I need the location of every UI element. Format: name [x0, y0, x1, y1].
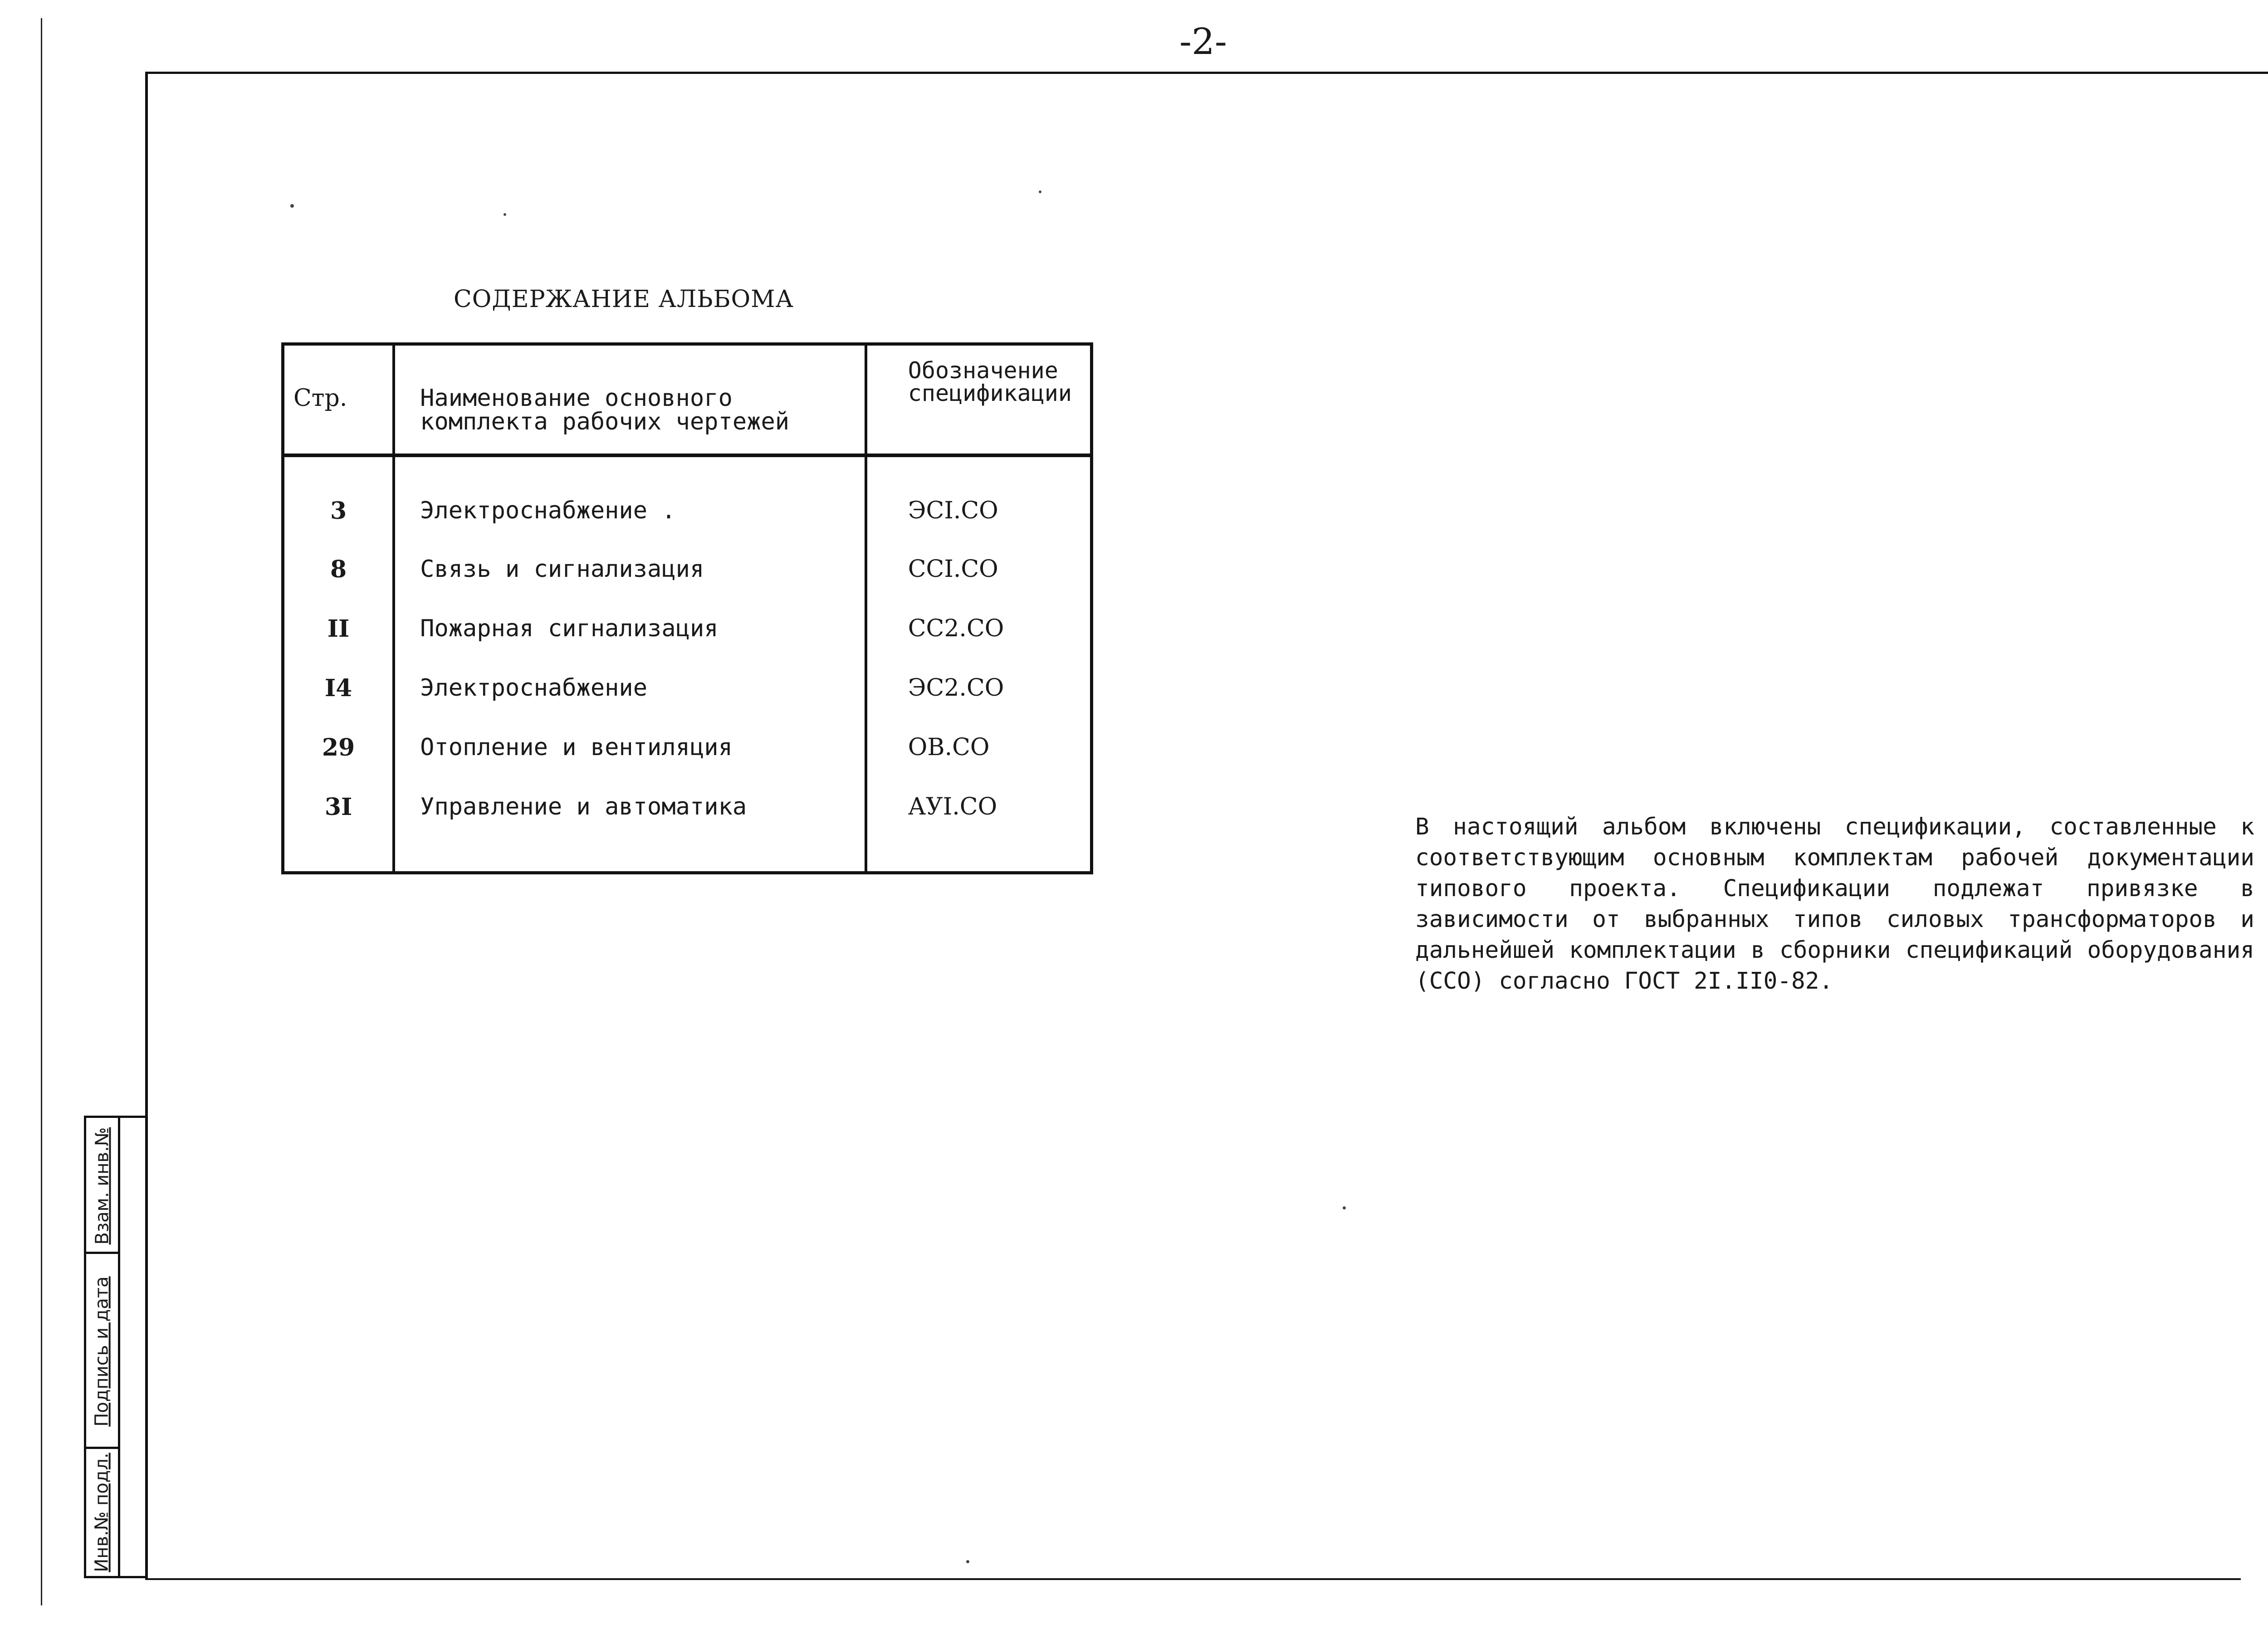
page-number: -2-: [1179, 20, 1227, 63]
row-name: Отопление и вентиляция: [394, 718, 866, 777]
spacer-cell: [394, 837, 866, 873]
scan-speck: [966, 1560, 969, 1563]
header-code: Обозначение спецификации: [866, 344, 1092, 455]
table-row: [283, 777, 1092, 837]
table-row: [283, 455, 1092, 540]
stamp-text-signature: Подпись и дата: [92, 1276, 113, 1427]
stamp-label-replacement: [86, 1118, 118, 1254]
approval-stamp: [84, 1116, 148, 1578]
table-row: [283, 658, 1092, 718]
row-code: ЭС2.СО: [908, 674, 1004, 702]
row-page: II: [283, 599, 394, 658]
stamp-text-original: Инв.№ подл.: [92, 1453, 112, 1572]
spacer-cell: [866, 837, 1092, 873]
row-page: I4: [283, 658, 394, 718]
table-spacer-row: [283, 837, 1092, 873]
row-code: СС2.СО: [908, 615, 1004, 642]
table-row: [283, 599, 1092, 658]
toc-header-row: [283, 344, 1092, 455]
drawing-frame-bottom: [145, 1578, 2241, 1580]
row-name: Электроснабжение: [394, 658, 866, 718]
stamp-divider: [118, 1118, 120, 1576]
row-page: 29: [283, 718, 394, 777]
outer-margin-line: [41, 18, 42, 1605]
scan-speck: [290, 204, 294, 208]
album-note: [1415, 812, 2254, 997]
row-page: 3: [283, 455, 394, 540]
toc-table: [281, 342, 1093, 874]
stamp-label-original: [86, 1449, 118, 1576]
row-name: Электроснабжение .: [394, 455, 866, 540]
scan-speck: [1343, 1206, 1346, 1210]
stamp-text-replacement: Взам. инв.№: [92, 1127, 112, 1245]
row-page: 3I: [283, 777, 394, 837]
row-code: АУI.СО: [908, 793, 997, 820]
row-code: ССI.СО: [908, 556, 998, 583]
header-page: Стр.: [283, 344, 394, 455]
header-name: Наименование основного комплекта рабочих чертежей: [394, 344, 866, 455]
row-name: Управление и автоматика: [394, 777, 866, 837]
album-note-text: В настоящий альбом включены спецификации, составленные к соответствующим основным комплектам рабочей документации типового проекта. Спецификации подлежат привязке в зависимости от выбранных типов силовых трансформаторов и дальнейшей комплектации в сборники спецификаций оборудования (ССО) согласно ГОСТ 2I.II0-82.: [1415, 814, 2254, 995]
drawing-frame-top: [145, 72, 2268, 74]
row-name: Пожарная сигнализация: [394, 599, 866, 658]
table-row: [283, 540, 1092, 599]
toc-title: СОДЕРЖАНИЕ АЛЬБОМА: [454, 286, 794, 313]
scan-speck: [1039, 190, 1041, 193]
row-code: ОВ.СО: [908, 734, 990, 761]
row-name: Связь и сигнализация: [394, 540, 866, 599]
row-code: ЭСI.СО: [908, 497, 998, 524]
scan-speck: [503, 213, 506, 216]
table-row: [283, 718, 1092, 777]
spacer-cell: [283, 837, 394, 873]
stamp-label-signature: [86, 1254, 118, 1449]
row-page: 8: [283, 540, 394, 599]
